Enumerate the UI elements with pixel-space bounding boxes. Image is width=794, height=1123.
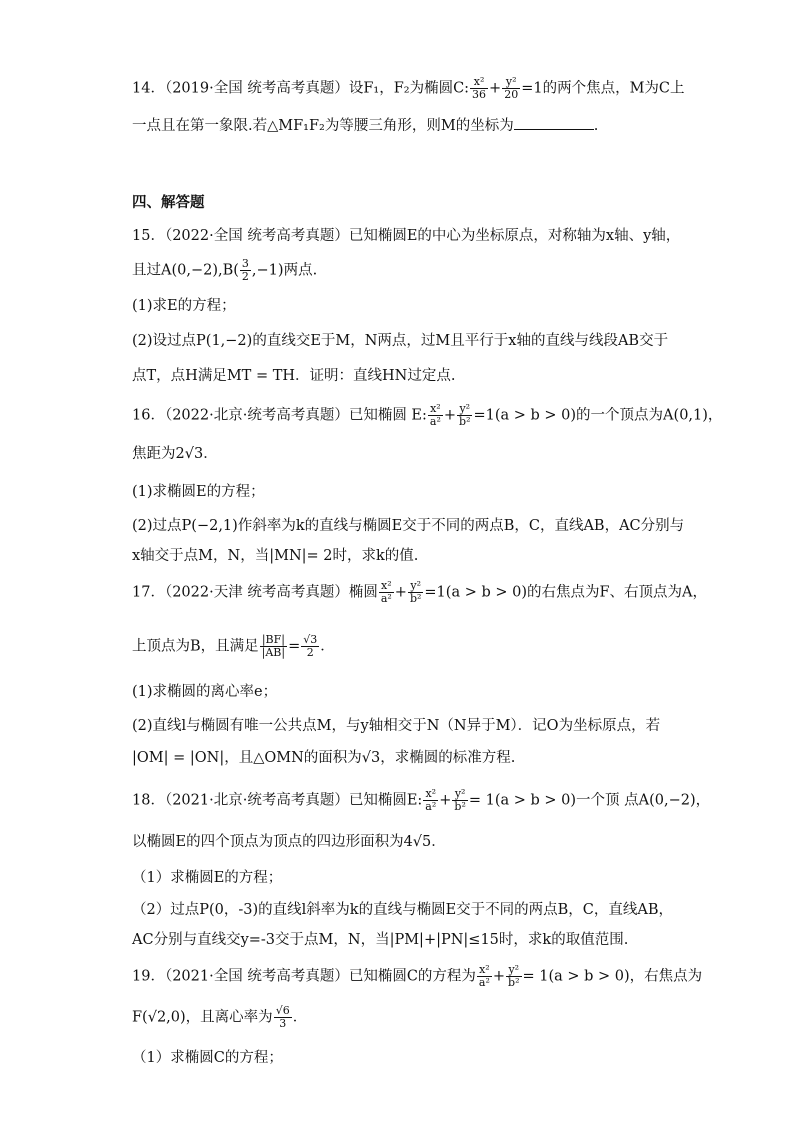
fraction-y2-b2: $\frac{\text{y²}}{\text{b²}}$ <box>459 402 471 428</box>
q17-part2-line2: |OM| = |ON|，且△OMN的面积为√3，求椭圆的标准方程. <box>132 750 516 766</box>
q19-part1: （1）求椭圆C的方程； <box>132 1050 283 1066</box>
q18-part2-line1: （2）过点P(0，-3)的直线l斜率为k的直线与椭圆E交于不同的两点B，C，直线AB， <box>132 902 674 918</box>
q15-part2-line1: (2)设过点P(1,−2)的直线交E于M，N两点，过M且平行于x轴的直线与线段AB交于 <box>132 333 669 349</box>
q15-part2-line2: 点T，点H满足MT = TH．证明：直线HN过定点. <box>132 368 456 384</box>
q18-part2-line2: AC分别与直线交y=-3交于点M，N，当|PM|+|PN|≤15时，求k的取值范围. <box>132 932 629 948</box>
q15-line1: 15．（2022·全国 统考高考真题）已知椭圆E的中心为坐标原点，对称轴为x轴、y轴， <box>132 228 681 244</box>
q16-line1: 16．（2022·北京·统考高考真题）已知椭圆 E: $\frac{\text{x²}}{\text{a²}}$ + $\frac{\text{y²}}{\text{b²}}$ =1(a > b > 0)的一个顶点为A(0,1)， <box>132 402 723 428</box>
fraction-x2-a2: $\frac{\text{x²}}{\text{a²}}$ <box>478 963 490 989</box>
answer-blank <box>514 115 594 130</box>
q19-line2: F(√2,0)，且离心率为 $\frac{√6}{3}$ ． <box>132 1004 308 1030</box>
fraction-y2-b2: $\frac{\text{y²}}{\text{b²}}$ <box>409 579 422 605</box>
fraction-3-2: $\frac{3}{2}$ <box>241 257 249 283</box>
q16-part2-line1: (2)过点P(−2,1)作斜率为k的直线与椭圆E交于不同的两点B，C，直线AB，AC分别与 <box>132 518 685 534</box>
q17-part2-line1: (2)直线l与椭圆有唯一公共点M，与y轴相交于N（N异于M）．记O为坐标原点，若 <box>132 718 661 734</box>
fraction-x2-a2: $\frac{\text{x²}}{\text{a²}}$ <box>380 579 392 605</box>
q18-line1: 18．（2021·北京·统考高考真题）已知椭圆E: $\frac{\text{x²}}{\text{a²}}$ + $\frac{\text{y²}}{\text{b²}}$ = 1(a > b > 0)一个顶 点A(0,−2)， <box>132 787 711 813</box>
fraction-y2-b2: $\frac{\text{y²}}{\text{b²}}$ <box>454 787 466 813</box>
q16-line2: 焦距为2√3． <box>132 446 218 462</box>
q17-part1: (1)求椭圆的离心率e； <box>132 684 278 700</box>
q17-line2: 上顶点为B，且满足 $\frac{|BF|}{|AB|}$ = $\frac{√3}{2}$ ． <box>132 633 335 659</box>
fraction-bf-ab: $\frac{|BF|}{|AB|}$ <box>261 633 286 659</box>
q15-line2: 且过A(0,−2),B( $\frac{3}{2}$ ,−1)两点. <box>132 257 318 283</box>
q15-part1: (1)求E的方程； <box>132 298 236 314</box>
q14-line2: 一点且在第一象限.若△MF₁F₂为等腰三角形，则M的坐标为 . <box>132 115 598 136</box>
q19-line1: 19．（2021·全国 统考高考真题）已知椭圆C的方程为 $\frac{\text{x²}}{\text{a²}}$ + $\frac{\text{y²}}{\text{b²}}$ = 1(a > b > 0)，右焦点为 <box>132 963 703 989</box>
fraction-x2-36: $\frac{\text{x²}}{36}$ <box>472 75 487 101</box>
q18-line2: 以椭圆E的四个顶点为顶点的四边形面积为4√5． <box>132 834 446 850</box>
fraction-y2-b2: $\frac{\text{y²}}{\text{b²}}$ <box>508 963 520 989</box>
q16-part1: (1)求椭圆E的方程； <box>132 484 265 500</box>
q17-line1: 17．（2022·天津 统考高考真题）椭圆 $\frac{\text{x²}}{\text{a²}}$ + $\frac{\text{y²}}{\text{b²}}$ =1(a > b > 0)的右焦点为F、右顶点为A， <box>132 579 708 605</box>
q18-part1: （1）求椭圆E的方程； <box>132 870 283 886</box>
section-heading: 四、解答题 <box>132 195 205 211</box>
fraction-sqrt3-2: $\frac{√3}{2}$ <box>303 633 318 659</box>
q14-stem: 14．（2019·全国 统考高考真题）设F₁，F₂为椭圆C: <box>132 80 470 97</box>
fraction-x2-a2: $\frac{\text{x²}}{\text{a²}}$ <box>425 787 437 813</box>
q16-part2-line2: x轴交于点M，N，当|MN|= 2时，求k的值. <box>132 548 419 564</box>
fraction-y2-20: $\frac{\text{y²}}{20}$ <box>504 75 519 101</box>
fraction-x2-a2: $\frac{\text{x²}}{\text{a²}}$ <box>429 402 441 428</box>
fraction-sqrt6-3: $\frac{√6}{3}$ <box>275 1004 290 1030</box>
q14-line1: 14．（2019·全国 统考高考真题）设F₁，F₂为椭圆C: $\frac{\text{x²}}{36}$ + $\frac{\text{y²}}{20}$ =1的两个焦点，M为C上 <box>132 75 685 101</box>
